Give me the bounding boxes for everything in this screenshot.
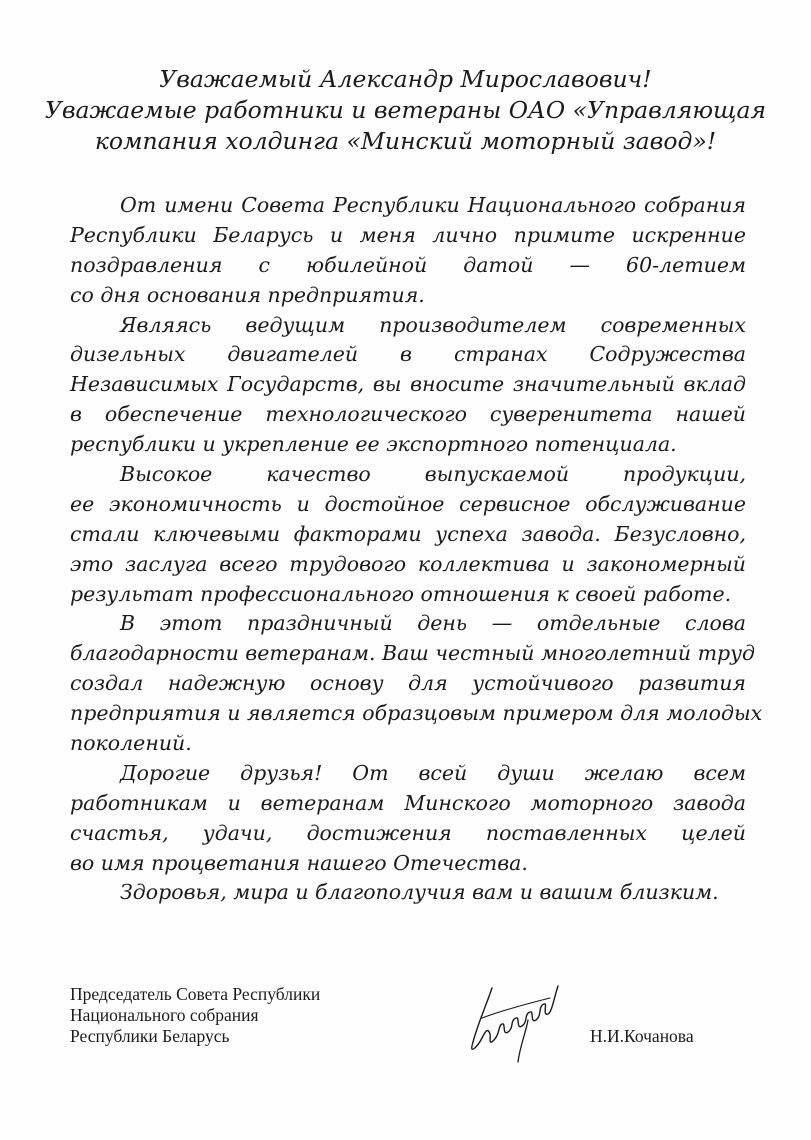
paragraph-line: республики и укрепление ее экспортного потенциала. (70, 432, 677, 457)
paragraph-6 (70, 878, 746, 908)
paragraph-3 (70, 460, 746, 609)
paragraph-line: в обеспечение технологического суверенитета нашей (70, 402, 746, 427)
signer-name: Н.И.Кочанова (590, 1026, 694, 1046)
paragraph-line: ее экономичность и достойное сервисное обслуживание (70, 491, 746, 516)
greeting-line-1: Уважаемый Александр Мирославович! (159, 65, 652, 93)
paragraph-line: Республики Беларусь и меня лично примите искренние (70, 222, 746, 247)
paragraph-line: Здоровья, мира и благополучия вам и вашим близким. (120, 880, 719, 905)
paragraph-line: В этот праздничный день — отдельные слова (120, 611, 746, 636)
paragraph-line: счастья, удачи, достижения поставленных целей (70, 820, 746, 845)
paragraph-line: это заслуга всего трудового коллектива и закономерный (70, 551, 746, 576)
signer-title (70, 984, 320, 1047)
paragraph-line: Дорогие друзья! От всей души желаю всем (120, 760, 746, 785)
paragraph-2 (70, 311, 746, 460)
paragraph-line: стали ключевыми факторами успеха завода. Безусловно, (70, 521, 746, 546)
paragraph-line: Высокое качество выпускаемой продукции, (120, 462, 746, 487)
paragraph-5 (70, 759, 746, 879)
greeting-line-2: Уважаемые работники и ветераны ОАО «Управляющая (44, 96, 767, 124)
paragraph-line: создал надежную основу для устойчивого развития (70, 671, 746, 696)
paragraph-line: результат профессионального отношения к своей работе. (70, 581, 732, 606)
paragraph-4 (70, 609, 763, 758)
paragraph-line: благодарности ветеранам. Ваш честный многолетний труд (70, 641, 756, 666)
greeting (40, 64, 771, 157)
paragraph-line: со дня основания предприятия. (70, 282, 425, 307)
signer-title-line-2: Национального собрания (70, 1005, 259, 1025)
paragraph-line: работникам и ветеранам Минского моторного завода (70, 790, 746, 815)
paragraph-line: во имя процветания нашего Отечества. (70, 850, 528, 875)
paragraph-line: Являясь ведущим производителем современных (120, 312, 746, 337)
greeting-line-3: компания холдинга «Минский моторный завод»! (94, 127, 717, 155)
paragraph-line: поздравления с юбилейной датой — 60-летием (70, 252, 746, 277)
paragraph-1 (70, 191, 746, 311)
letter-body (70, 191, 763, 908)
paragraph-line: От имени Совета Республики Национального собрания (120, 193, 746, 217)
signer-title-line-1: Председатель Совета Республики (70, 984, 321, 1004)
paragraph-line: предприятия и является образцовым примером для молодых (70, 701, 763, 726)
paragraph-line: дизельных двигателей в странах Содружества (70, 342, 746, 367)
signer-title-line-3: Республики Беларусь (70, 1026, 230, 1046)
paragraph-line: Независимых Государств, вы вносите значительный вклад (70, 372, 746, 397)
paragraph-line: поколений. (70, 731, 192, 756)
handwritten-signature (458, 976, 568, 1066)
